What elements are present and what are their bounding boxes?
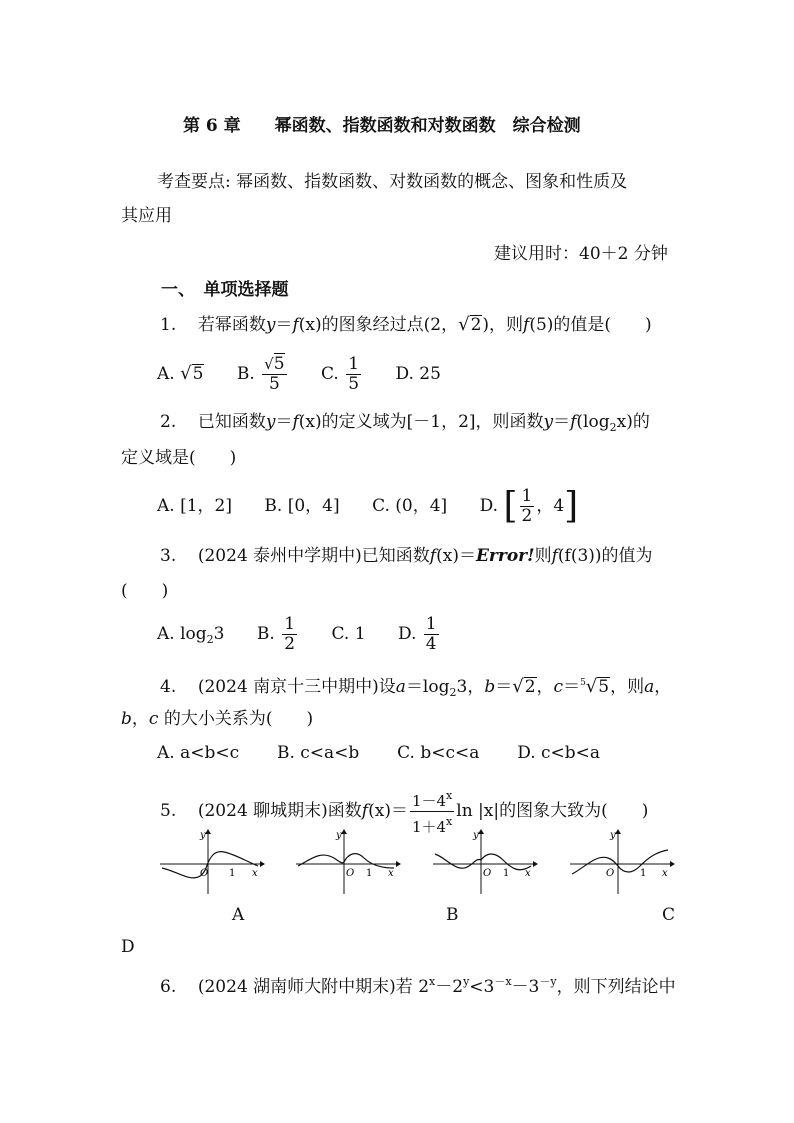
graph-c-y-label: y [473,830,479,841]
question-6 [160,970,676,999]
q4-log-base: 2 [449,686,457,699]
q4-text: (2024 南京十三中期中)设 [197,677,396,697]
q6-exp-4: －y [539,975,557,988]
q1-f5-arg: (5)的值是( ) [529,315,652,335]
graph-label-d: D [121,937,135,957]
q4-text-3: ，则 [610,677,645,697]
q1-option-c-num: 1 [348,354,360,374]
q2-log: (log [576,412,610,432]
scope-text-1: 幂函数、指数函数、对数函数的概念、图象和性质及 [230,172,628,192]
question-1 [160,313,652,337]
q1-mid: 的图象经过点(2， [321,315,459,335]
q2-text-2: (x)的定义域为[－1，2]，则函数 [298,412,544,432]
graph-b-tick: 1 [366,868,373,879]
q4-number: 4. [160,677,177,697]
q1-option-c: C. [320,364,339,384]
q4-text-2: 3， [456,677,485,697]
graph-d-x-label: x [662,868,668,879]
q6-text-4: －3 [511,977,540,997]
q4-sqrt-b: 2 [524,677,536,697]
q1-x: (x) [298,315,322,335]
graph-c [433,828,538,896]
q3-option-b: B. [256,624,275,644]
sqrt-symbol: √ [180,363,192,384]
q1-option-b-frac [262,355,286,394]
q1-eq: ＝ [275,315,293,335]
q3-option-d: D. [397,624,417,644]
q4-options [157,741,600,765]
q4-line-2 [121,707,313,731]
q2-text: 已知函数 [197,412,266,432]
scope-label: 考查要点: [157,172,231,192]
sqrt-symbol: √ [512,676,524,697]
question-3 [160,544,653,568]
q2-eq2: ＝ [553,412,571,432]
q4-a2: a [644,677,655,697]
q4-eq2: ＝ [563,677,581,697]
q1-option-b-num: 5 [273,354,285,374]
q4-option-a: A. a<b<c [157,743,240,763]
q1-option-a-arg: 5 [192,364,204,384]
q2-option-d: D. [479,496,499,516]
scope-line-1 [157,170,627,194]
q2-f: f [292,412,299,432]
graph-label-b: B [446,905,459,925]
q5-num-exp: x [446,789,453,802]
q4-comma: ， [536,677,554,697]
q5-text-2: (x)＝ [368,801,408,821]
q4-b2: b [121,709,132,729]
q4-text-4: 的大小关系为( ) [158,709,314,729]
q3-text-2: (x)＝ [436,546,476,566]
q1-post: )，则 [482,315,524,335]
q3-text-3: 则 [534,546,552,566]
root-symbol: √ [585,676,598,697]
q3-line-2: ( ) [121,581,169,601]
q2-option-d-num: 1 [521,486,533,506]
q4-log: ＝log [405,677,450,697]
q1-option-a: A. [157,364,175,384]
q3-text-4: (f(3))的值为 [557,546,653,566]
q6-text: (2024 湖南师大附中期末)若 2 [197,977,430,997]
graph-d-y-label: y [610,830,616,841]
q2-f2: f [570,412,577,432]
graph-d [570,828,675,896]
question-2 [160,410,650,440]
page-title: 第 6 章 幂函数、指数函数和对数函数 综合检测 [183,116,581,136]
q5-f: f [361,801,369,821]
q1-options [157,352,441,396]
q2-options [157,484,578,528]
q6-exp-1: x [429,975,436,988]
graph-c-x-label: x [525,868,531,879]
graph-a-tick: 1 [229,868,236,879]
q3-option-a-sub: 2 [206,633,214,646]
q3-option-a-post: 3 [213,624,225,644]
graph-b-x-label: x [388,868,394,879]
graph-label-a: A [232,905,245,925]
q2-log-base: 2 [609,421,617,434]
suggested-time: 建议用时：40＋2 分钟 [494,244,668,264]
q6-exp-2: y [463,975,470,988]
q4-c: c [553,677,564,697]
q6-text-3: <3 [469,977,495,997]
q2-eq: ＝ [275,412,293,432]
left-bracket: [ [503,485,518,527]
q3-error: Error! [475,546,535,566]
q4-option-d: D. c<b<a [517,743,601,763]
sqrt-symbol: √ [264,355,274,373]
q4-comma2: ， [654,677,672,697]
q5-text-3: ln |x|的图象大致为( ) [456,801,649,821]
q2-text-3: x)的 [616,412,650,432]
q2-y: y [265,412,276,432]
q1-f: f [292,315,299,335]
q4-a: a [395,677,406,697]
q2-option-a: A. [1，2] [157,496,232,516]
q4-c2: c [148,709,159,729]
q3-option-d-frac [424,615,439,654]
q5-text: (2024 聊城期末)函数 [197,801,362,821]
q2-option-b: B. [0，4] [264,496,340,516]
q4-root-arg: 5 [598,677,610,697]
graph-b [296,828,401,896]
scope-line-2: 其应用 [121,206,172,226]
q1-option-c-frac [346,355,361,394]
q5-denominator: 1＋4 [411,818,447,836]
q3-option-d-den: 4 [425,634,437,654]
q1-y: y [265,315,276,335]
q2-option-d-frac [520,487,535,526]
q4-b: b [484,677,496,697]
q3-number: 3. [160,546,177,566]
q3-option-b-num: 1 [284,614,296,634]
q3-option-b-den: 2 [284,634,296,654]
graph-a-x-label: x [252,868,258,879]
graph-d-origin: O [606,868,615,879]
q6-text-2: －2 [435,977,464,997]
q5-numerator: 1－4 [411,792,447,810]
q2-y2: y [543,412,554,432]
sqrt-symbol: √ [458,314,470,335]
q2-line-2: 定义域是( ) [121,448,237,468]
graph-a [160,828,265,896]
section-heading: 一、 单项选择题 [161,280,289,300]
q3-option-c: C. 1 [331,624,366,644]
graph-b-origin: O [346,868,355,879]
graph-a-y-label: y [200,830,206,841]
q3-f: f [429,546,437,566]
right-bracket: ] [564,485,579,527]
q2-option-d-rest: ，4 [536,496,565,516]
q3-f2: f [551,546,558,566]
q5-number: 5. [160,801,177,821]
q6-text-5: ，则下列结论中 [556,977,676,997]
q4-comma3: ， [131,709,149,729]
q1-sqrt-arg: 2 [470,315,482,335]
q3-option-d-num: 1 [425,614,437,634]
q1-option-c-den: 5 [348,374,360,394]
q1-option-b: B. [236,364,255,384]
q1-option-b-den: 5 [268,374,280,394]
q6-number: 6. [160,977,177,997]
q1-text-pre: 若幂函数 [197,315,266,335]
q3-option-a: A. log [157,624,207,644]
graph-d-tick: 1 [640,868,647,879]
q4-root-index: 5 [580,678,586,688]
q5-den-exp: x [446,815,453,828]
graph-a-origin: O [200,868,209,879]
q2-option-d-den: 2 [521,506,533,526]
q4-option-b: B. c<a<b [276,743,360,763]
graph-b-y-label: y [336,830,342,841]
q2-option-c: C. (0，4] [372,496,448,516]
q1-option-d: D. 25 [395,364,441,384]
q3-option-b-frac [282,615,297,654]
graph-c-origin: O [483,868,492,879]
graph-label-c: C [662,905,676,925]
q3-text: (2024 泰州中学期中)已知函数 [197,546,430,566]
q1-f5: f [523,315,530,335]
q3-options [157,612,441,662]
q2-number: 2. [160,412,177,432]
q4-eq: ＝ [495,677,513,697]
graph-c-tick: 1 [503,868,510,879]
q4-option-c: C. b<c<a [397,743,480,763]
q6-exp-3: －x [494,975,512,988]
q1-number: 1. [160,315,177,335]
question-4 [160,671,671,705]
